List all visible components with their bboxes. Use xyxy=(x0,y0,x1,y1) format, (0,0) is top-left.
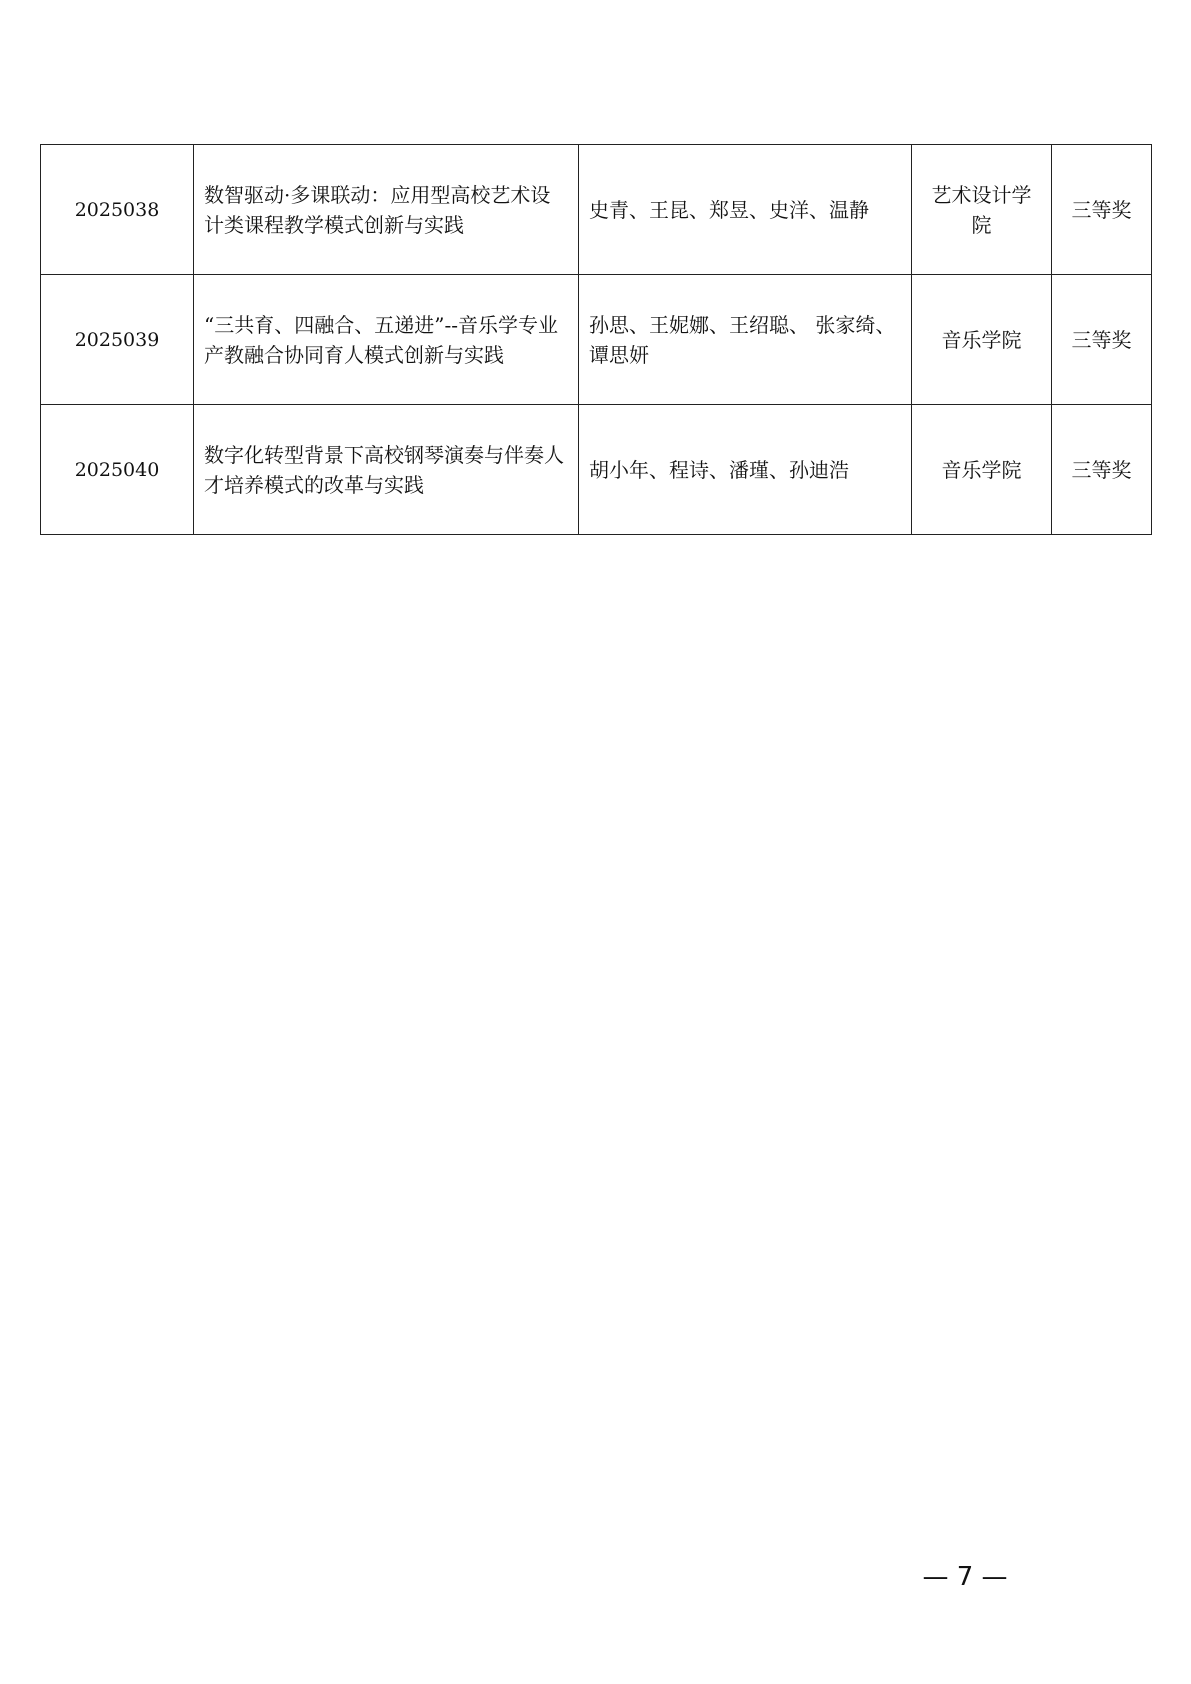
project-title-cell: 数智驱动·多课联动：应用型高校艺术设计类课程教学模式创新与实践 xyxy=(194,145,579,275)
award-level-cell: 三等奖 xyxy=(1052,275,1152,405)
table-row xyxy=(41,405,1152,535)
project-members-cell: 孙思、王妮娜、王绍聪、 张家绮、谭思妍 xyxy=(579,275,912,405)
table-row xyxy=(41,275,1152,405)
college-cell: 艺术设计学院 xyxy=(912,145,1052,275)
project-members-cell: 胡小年、程诗、潘瑾、孙迪浩 xyxy=(579,405,912,535)
project-title-cell: “三共育、四融合、五递进”--音乐学专业产教融合协同育人模式创新与实践 xyxy=(194,275,579,405)
award-table xyxy=(40,144,1152,535)
project-id-cell: 2025040 xyxy=(41,405,194,535)
award-level-cell: 三等奖 xyxy=(1052,405,1152,535)
table-row xyxy=(41,145,1152,275)
project-id-cell: 2025038 xyxy=(41,145,194,275)
college-cell: 音乐学院 xyxy=(912,275,1052,405)
project-id-cell: 2025039 xyxy=(41,275,194,405)
project-members-cell: 史青、王昆、郑昱、史洋、温静 xyxy=(579,145,912,275)
college-cell: 音乐学院 xyxy=(912,405,1052,535)
page-number: — 7 — xyxy=(922,1562,1008,1592)
project-title-cell: 数字化转型背景下高校钢琴演奏与伴奏人才培养模式的改革与实践 xyxy=(194,405,579,535)
award-level-cell: 三等奖 xyxy=(1052,145,1152,275)
